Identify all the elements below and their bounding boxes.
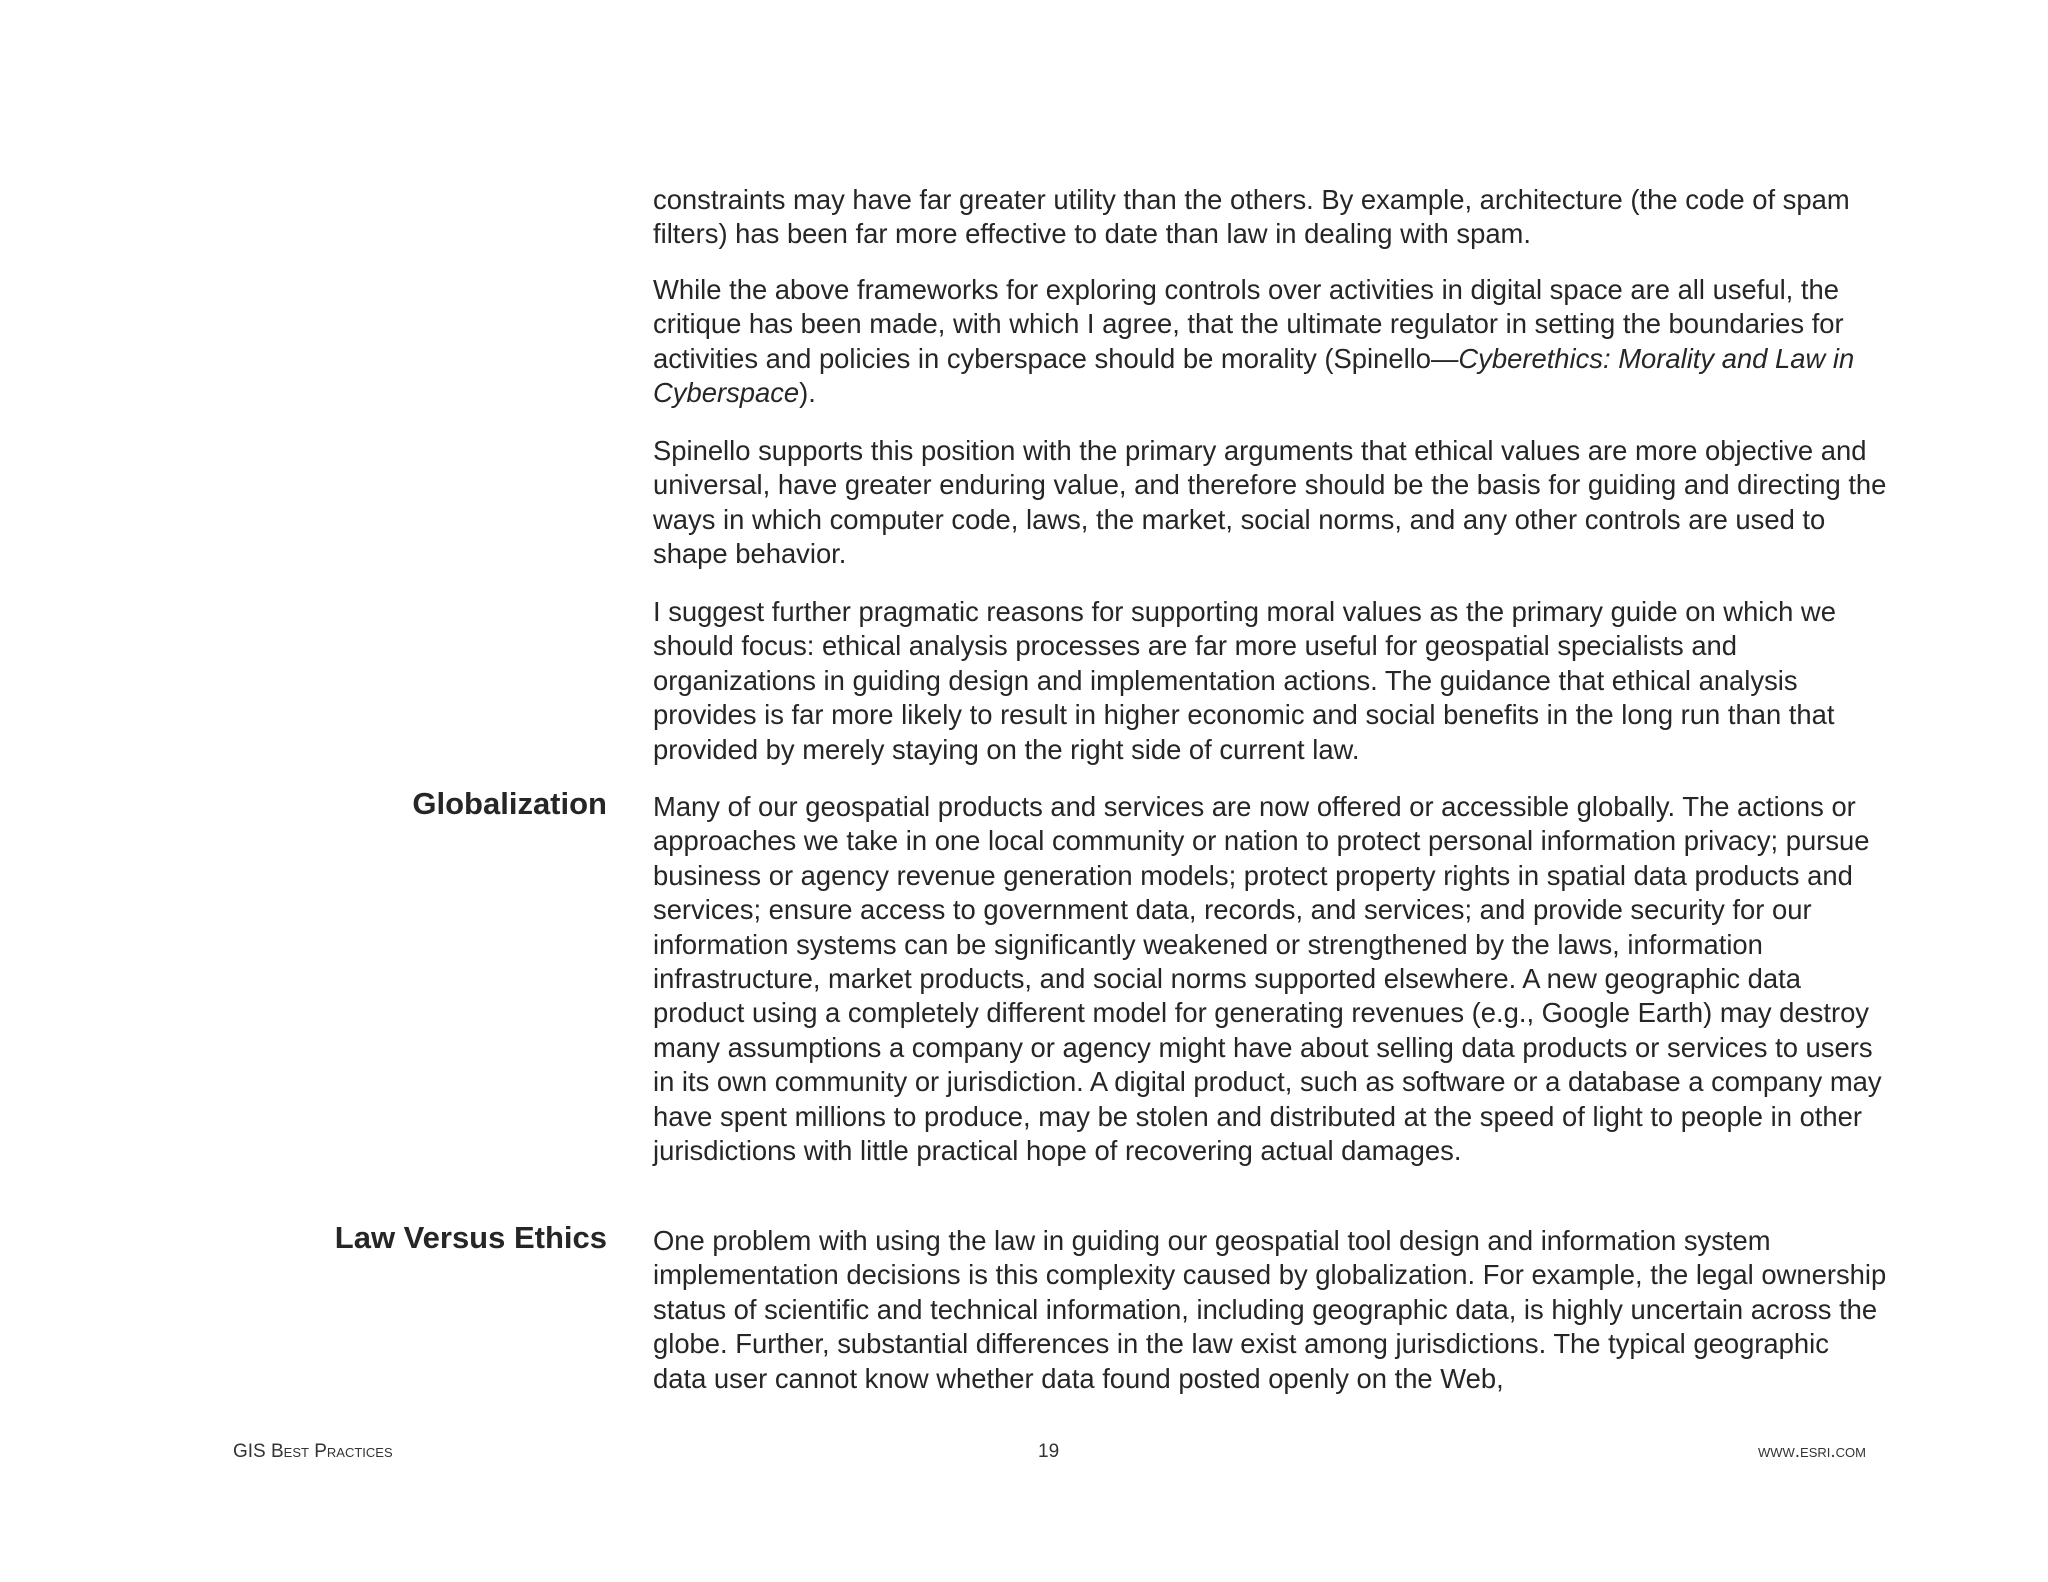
heading-globalization: Globalization	[412, 786, 607, 821]
paragraph-pragmatic: I suggest further pragmatic reasons for supporting moral values as the primary guide on which we should focus: ethical analysis processes are far more useful for geospatial specialists and organizations in guiding design and implementation actions. The guidance that ethical analysis provides is far more likely to result in higher economic and social benefits in the long run than that provided by merely staying on the right side of current law.	[653, 596, 1836, 765]
paragraph-spinello: Spinello supports this position with the primary arguments that ethical values are more objective and universal, have greater enduring value, and therefore should be the basis for guiding and directing the ways in which computer code, laws, the market, social norms, and any other controls are used to shape behavior.	[653, 435, 1887, 570]
paragraph-constraints: constraints may have far greater utility than the others. By example, architecture (the code of spam filters) has been far more effective to date than law in dealing with spam.	[653, 184, 1850, 250]
heading-law-versus-ethics: Law Versus Ethics	[334, 1220, 607, 1255]
paragraph-frameworks	[653, 273, 1888, 411]
paragraph-frameworks-text: While the above frameworks for exploring controls over activities in digital space are all useful, the critique has been made, with which I agree, that the ultimate regulator in setting the boundaries for activities and policies in cyberspace should be morality (Spinello—	[653, 274, 1844, 374]
paragraph-frameworks-close: ).	[799, 377, 816, 409]
footer-publication-title: GIS Best Practices	[233, 1441, 393, 1462]
footer-page-number: 19	[1038, 1441, 1060, 1462]
paragraph-law-versus-ethics: One problem with using the law in guiding our geospatial tool design and information system implementation decisions is this complexity caused by globalization. For example, the legal ownership status of scientific and technical information, including geographic data, is highly uncertain across the globe. Further, substantial differences in the law exist among jurisdictions. The typical geographic data user cannot know whether data found posted openly on the Web,	[653, 1225, 1887, 1394]
book-title-cyberethics: Cyberethics: Morality and Law in Cyberspace	[653, 342, 1855, 409]
paragraph-globalization: Many of our geospatial products and services are now offered or accessible globally. The actions or approaches we take in one local community or nation to protect personal information privacy; pursue business or agency revenue generation models; protect property rights in spatial data products and services; ensure access to government data, records, and services; and provide security for our information systems can be significantly weakened or strengthened by the laws, information infrastructure, market products, and social norms supported elsewhere. A new geographic data product using a completely different model for generating revenues (e.g., Google Earth) may destroy many assumptions a company or agency might have about selling data products or services to users in its own community or jurisdiction. A digital product, such as software or a database a company may have spent millions to produce, may be stolen and distributed at the speed of light to people in other jurisdictions with little practical hope of recovering actual damages.	[653, 791, 1882, 1167]
footer-website: www.esri.com	[1757, 1441, 1866, 1462]
